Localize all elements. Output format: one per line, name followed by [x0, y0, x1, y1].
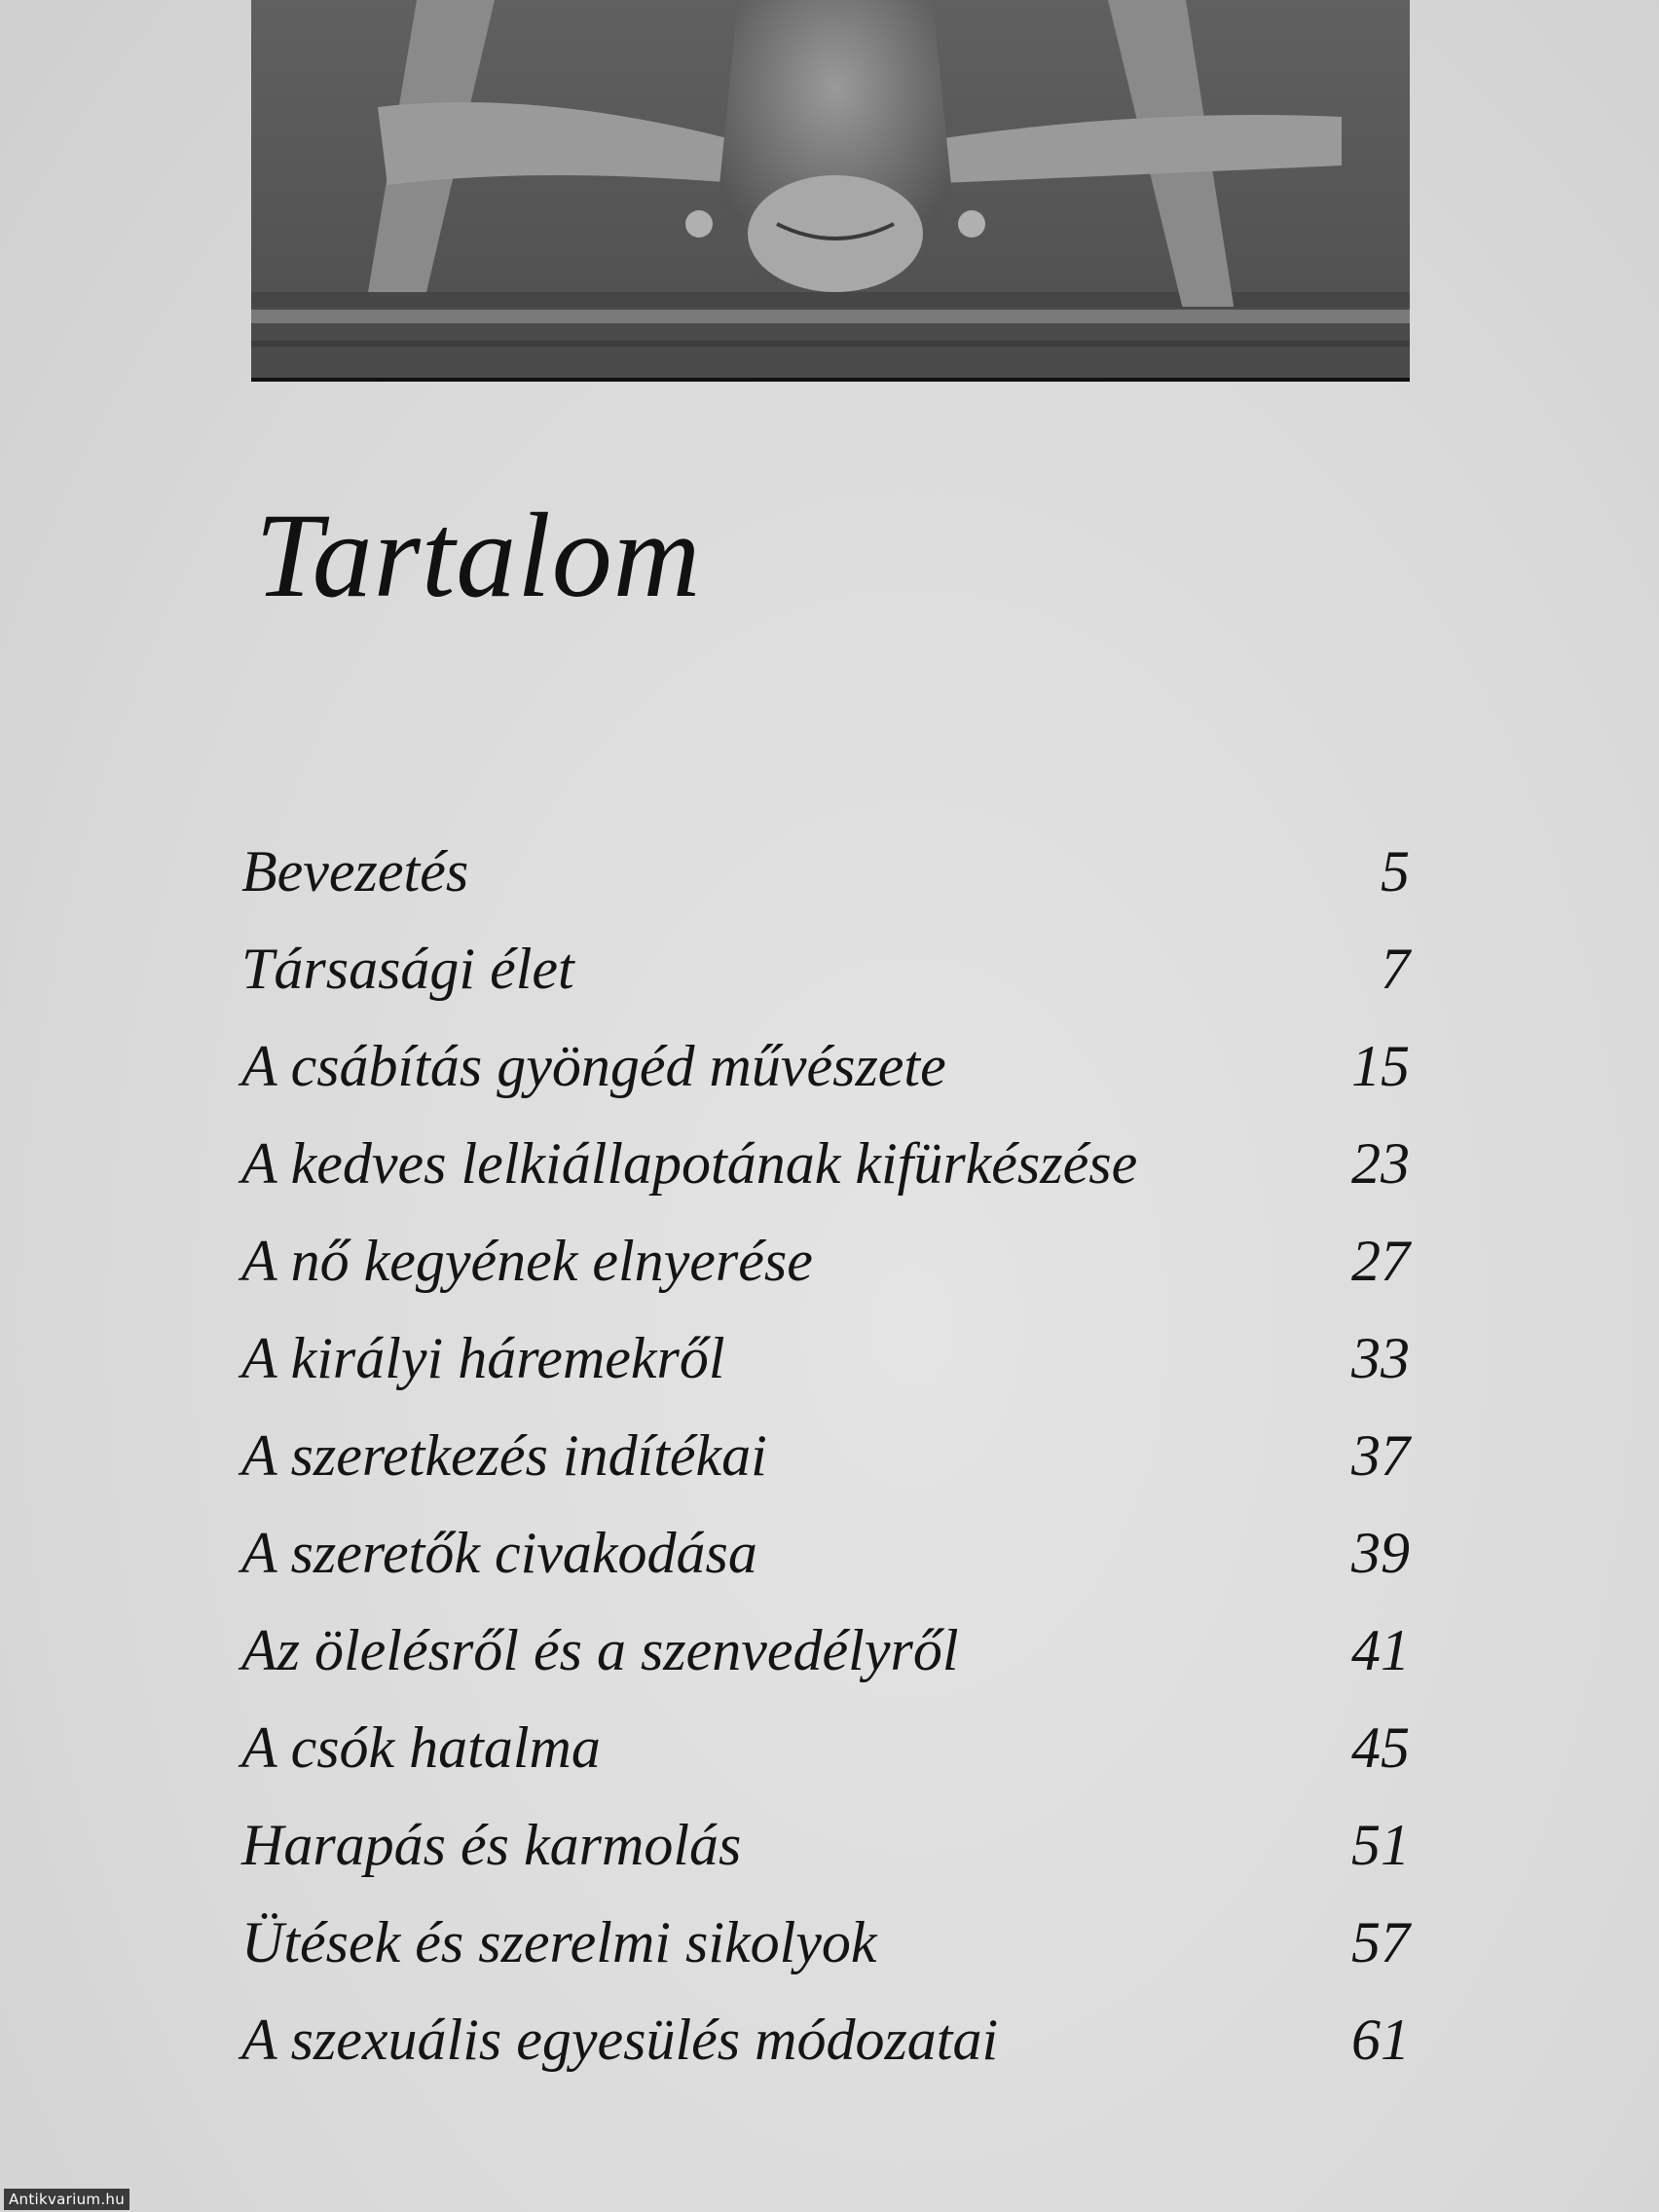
toc-entry — [241, 2004, 1410, 2101]
toc-entry-page: 7 — [1381, 937, 1410, 1001]
toc-entry-page: 5 — [1381, 839, 1410, 903]
toc-entry-title: A csók hatalma — [241, 1715, 601, 1780]
toc-entry-title: Harapás és karmolás — [241, 1813, 742, 1877]
toc-entry-page: 37 — [1351, 1423, 1410, 1488]
toc-entry — [241, 1906, 1410, 2004]
toc-entry-page: 51 — [1351, 1813, 1410, 1877]
page-title: Tartalom — [255, 489, 702, 622]
toc-entry-title: Bevezetés — [241, 839, 469, 903]
toc-entry-title: Az ölelésről és a szenvedélyről — [241, 1618, 959, 1682]
toc-entry — [241, 1225, 1410, 1322]
toc-entry-page: 27 — [1351, 1229, 1410, 1293]
toc-entry — [241, 1517, 1410, 1614]
toc-entry-title: Társasági élet — [241, 937, 574, 1001]
toc-entry-page: 33 — [1351, 1326, 1410, 1390]
toc-entry-page: 23 — [1351, 1131, 1410, 1196]
toc-entry — [241, 1419, 1410, 1517]
toc-entry — [241, 1809, 1410, 1906]
toc-entry-title: A szeretkezés indítékai — [241, 1423, 767, 1488]
toc-entry-title: A szexuális egyesülés módozatai — [241, 2008, 999, 2072]
toc-entry — [241, 933, 1410, 1030]
toc-entry — [241, 1322, 1410, 1419]
toc-entry-page: 41 — [1351, 1618, 1410, 1682]
toc-entry-title: Ütések és szerelmi sikolyok — [241, 1910, 877, 1974]
table-of-contents — [241, 835, 1410, 2101]
toc-entry-page: 61 — [1351, 2008, 1410, 2072]
stone-relief-photo — [251, 0, 1410, 382]
watermark-label: Antikvarium.hu — [4, 2189, 129, 2210]
toc-entry — [241, 1614, 1410, 1712]
toc-entry-title: A szeretők civakodása — [241, 1521, 757, 1585]
toc-entry-page: 15 — [1351, 1034, 1410, 1098]
toc-entry-title: A királyi háremekről — [241, 1326, 725, 1390]
toc-entry-page: 45 — [1351, 1715, 1410, 1780]
toc-entry-page: 39 — [1351, 1521, 1410, 1585]
toc-entry-title: A csábítás gyöngéd művészete — [241, 1034, 946, 1098]
toc-entry — [241, 1030, 1410, 1127]
toc-entry-title: A kedves lelkiállapotának kifürkészése — [241, 1131, 1138, 1196]
toc-entry-page: 57 — [1351, 1910, 1410, 1974]
toc-entry — [241, 1127, 1410, 1225]
toc-entry — [241, 1712, 1410, 1809]
toc-entry — [241, 835, 1410, 933]
toc-entry-title: A nő kegyének elnyerése — [241, 1229, 813, 1293]
relief-image — [251, 0, 1410, 378]
